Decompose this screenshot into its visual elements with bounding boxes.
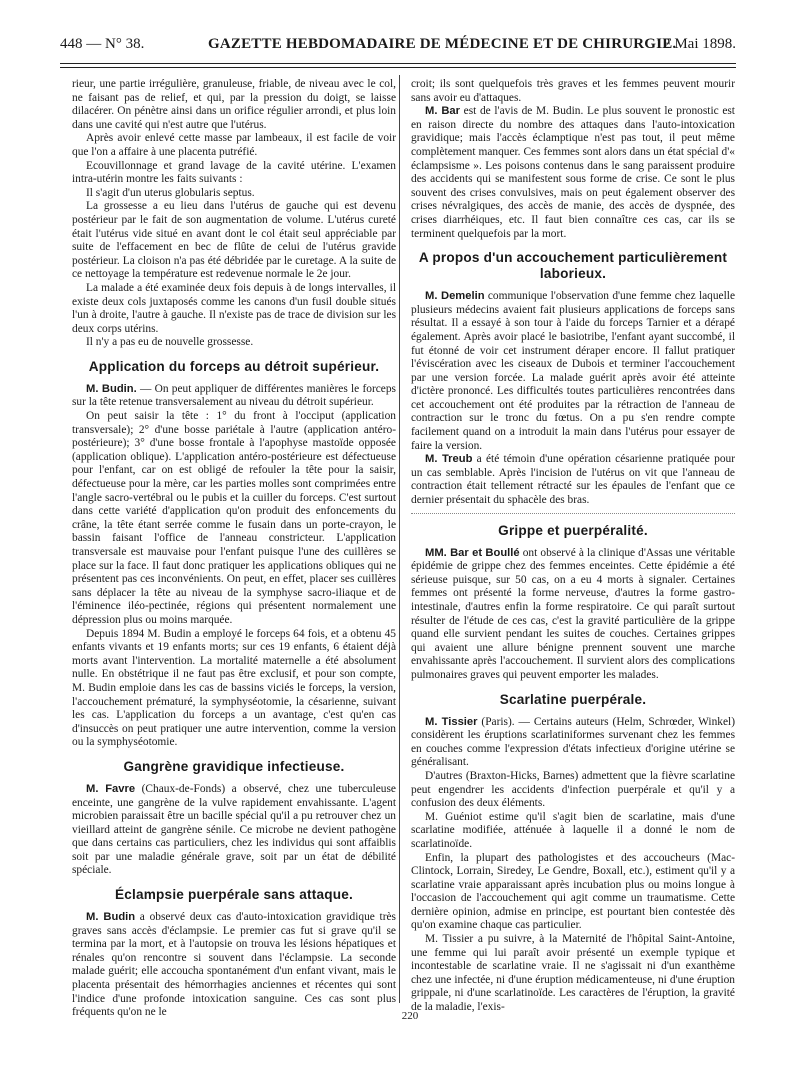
paragraph: M. Tissier a pu suivre, à la Maternité de l'hôpital Saint-Antoine, une femme qui lui paraît avoir présenté un exemple typique et incontestable de scarlatine vraie. Il ne s'agissait ni d'un exanthème chez une infectée, ni d'une éruption médicamenteuse, ni d'une éruption grippale, ni d'une scarlatinoïde. Les caractères de l'éruption, la gravité de la maladie, l'exis-: [411, 933, 735, 1014]
paragraph: [411, 547, 735, 683]
paragraph: Depuis 1894 M. Budin a employé le forceps 64 fois, et a obtenu 45 enfants vivants et 19 enfants morts; sur ces 19 enfants, 6 étaient déjà morts avant l'intervention. La mortalité maternelle a été absolument nulle. En obstétrique il ne faut pas être exclusif, et pour son compte, M. Budin emploie dans les cas de bassins viciés le forceps, la version, l'accouchement prématuré, la symphyséotomie, la césarienne, suivant les cas. L'application du forceps a un avantage, c'est qu'en cas d'insuccès on peut pratiquer une autre intervention, comme la version ou la symphyséotomie.: [72, 627, 396, 749]
section-heading-scarlatine: Scarlatine puerpérale.: [499, 691, 647, 707]
paragraph: Enfin, la plupart des pathologistes et des accoucheurs (Mac-Clintock, Lorrain, Siredey, Le Gendre, Boxall, etc.), estiment qu'il y a scarlatine vraie apparaissant après incubation plus ou moins longue à l'occasion de l'accouchement qui agit comme un traumatisme. Cette dernière opinion, admise en principe, est pourtant bien contestée dès qu'on examine chaque cas particulier.: [411, 851, 735, 932]
journal-title: GAZETTE HEBDOMADAIRE DE MÉDECINE ET DE CHIRURGIE.: [208, 36, 677, 52]
paragraph: rieur, une partie irrégulière, granuleuse, friable, de niveau avec le col, ne faisant pas de relief, et qui, par la pression du doigt, se laisse dilacérer. On pénètre ainsi dans un orifice régulier arrondi, et plus loin dans une cavité qui n'est autre que l'utérus.: [72, 78, 396, 131]
header-rule-top: [60, 63, 736, 64]
author-name: M. Treub: [425, 453, 473, 466]
paragraph: [72, 911, 396, 1020]
author-name: MM. Bar et Boullé: [425, 546, 520, 559]
paragraph: Il s'agit d'un uterus globularis septus.: [86, 186, 255, 199]
section-heading-accouchement: A propos d'un accouchement particulièrement laborieux.: [418, 250, 728, 282]
paragraph-text: ont observé à la clinique d'Assas une véritable épidémie de grippe chez des femmes enceintes. Cette épidémie a été sérieuse puisque, sur 50 cas, on a eu 4 morts à signaler. Certaines femmes ont présenté la forme nerveuse, d'autres la forme gastro-intestinale, d'autres enfin la forme respiratoire. Ce qui paraît surtout résulter de l'étude de ces cas, c'est la gravité particulière de la grippe quand elle survient pendant les suites de couches. Certaines grippes qui avaient une allure bénigne prennent souvent une marche envahissante après l'accouchement. Il survient alors des complications pulmonaires graves qui peuvent emporter les malades.: [411, 546, 735, 681]
paragraph: On peut saisir la tête : 1° du front à l'occiput (application transversale); 2° d'une bosse pariétale à l'autre (application antéro-postérieure); 3° d'une bosse frontale à l'apophyse mastoïde opposée (application oblique). L'application antéro-postérieure est défectueuse pour l'enfant, car on est obligé de refouler la tête pour la saisir, défectueuse pour la mère, car les parties molles sont comprimées entre l'angle sacro-vertébral ou le pubis et la cuiller du forceps. C'est surtout dans cette variété d'application qu'on produit des enfoncements du crâne, la tête étant serrée comme le fusain dans un porte-crayon, le bassin faisant l'office de l'anneau constricteur. L'application transversale est mauvaise pour l'enfant puisque l'une des cuillères se place sur la face. Il faut donc pratiquer les applications obliques qui ne présentent pas ces inconvénients. On peut, en effet, placer ses cuillères sans déplacer la tête au niveau de la symphyse sacro-iliaque et de l'éminence iléo-pectinée, régions qui présentent normalement une dépression plus ou moins marquée.: [72, 410, 396, 626]
paragraph-text: (Chaux-de-Fonds) a observé, chez une tuberculeuse enceinte, une gangrène de la vulve rapidement envahissante. L'agent microbien paraissait être un bacille spécial qu'il a pu retrouver chez un vieillard atteint de gangrène sénile. Ce microbe ne devient pathogène que dans certains cas particuliers, chez les individus qui sont affaiblis soit par une maladie générale grave, soit par un état de débilité spéciale.: [72, 782, 396, 877]
paragraph: [411, 105, 735, 241]
page-header: [60, 36, 736, 60]
left-column: [72, 78, 396, 1020]
paragraph: Après avoir enlevé cette masse par lambeaux, il est facile de voir que l'on a affaire à une placenta putréfié.: [72, 132, 396, 158]
paragraph: D'autres (Braxton-Hicks, Barnes) admettent que la fièvre scarlatine peut engendrer les accidents d'infection puerpérale et qu'il y a confusion des deux éléments.: [411, 769, 735, 810]
author-name: M. Bar: [425, 105, 460, 118]
paragraph-text: a été témoin d'une opération césarienne pratiquée pour un cas semblable. Après l'incision de l'utérus on vit que l'anneau de contraction était tellement rétracté sur les épaules de l'enfant que ce dernier présentait du sphacèle des bras.: [411, 453, 735, 507]
page-issue-number: 448 — N° 38.: [60, 36, 145, 52]
author-name: M. Tissier: [425, 715, 478, 728]
author-name: M. Favre: [86, 782, 136, 795]
paragraph: [411, 290, 735, 453]
paragraph-text: (Paris). — Certains auteurs (Helm, Schrœder, Winkel) considèrent les éruptions scarlatiniformes survenant chez les femmes en couches comme l'expression d'états infectieux d'origine utérine se généralisant.: [411, 715, 735, 769]
paragraph-text: — On peut appliquer de différentes manières le forceps sur la tête retenue transversalement au niveau du détroit supérieur.: [72, 382, 396, 409]
paragraph: La grossesse a eu lieu dans l'utérus de gauche qui est devenu postérieur par le fait de son augmentation de volume. L'utérus cureté était l'utérus vide situé en avant dont le col était seul appréciable par suite de l'effacement en bec de flûte de celui de l'utérus gravide postérieur. La cloison n'a pas été débridée par le curetage. A la suite de ce nettoyage la température est redevenue normale le 2e jour.: [72, 200, 396, 281]
right-column: [411, 78, 735, 1015]
header-rule-bottom: [60, 67, 736, 68]
section-heading-gangrene: Gangrène gravidique infectieuse.: [123, 758, 345, 774]
section-heading-grippe: Grippe et puerpéralité.: [498, 522, 648, 538]
section-heading-eclampsie: Éclampsie puerpérale sans attaque.: [115, 887, 353, 903]
paragraph-text: est de l'avis de M. Budin. Le plus souvent le pronostic est en raison directe du nombre des attaques dans l'auto-intoxication gravidique; mais l'accès éclamptique n'est pas tout, il peut même complètement manquer. Ces femmes sont alors dans un état spécial d'« éclampsisme ». Les poisons contenus dans le sang paraissent produire des accidents qui se manifestent sous forme de crise. Ce sont le plus souvent des crises convulsives, mais on peut également observer des crises névralgiques, des accès de manie, des accès de dyspnée, des crises diarrhéiques, etc. Il faut bien connaître ces cas, car ils se terminent quelquefois par la mort.: [411, 105, 735, 240]
paragraph: [72, 783, 396, 878]
paragraph-text: communique l'observation d'une femme chez laquelle plusieurs médecins avaient fait plusieurs applications de forceps sans résultat. Il a essayé à son tour à l'aide du forceps Tarnier et a dérapé également. Après avoir placé le basiotribe, l'enfant ayant succombé, il fut étonné de voir cet instrument déraper encore. Il fallut pratiquer l'éviscération avec les ciseaux de Dubois et terminer l'accouchement par une version forcée. La malade guérit après avoir été atteinte d'ictère prononcé. Les difficultés toutes particulières rencontrées dans cet accouchement ont été produites par la rétraction de l'anneau de contraction sur le tronc du fœtus. On a pu s'en rendre compte facilement quand on a introduit la main dans l'utérus pour essayer de faire la version.: [411, 290, 735, 452]
paragraph: La malade a été examinée deux fois depuis à de longs intervalles, il existe deux cols juxtaposés comme les canons d'un fusil double situés l'un à droite, l'autre à gauche. Il n'existe pas de trace de division sur les deux corps utérins.: [72, 281, 396, 335]
author-name: M. Demelin: [425, 290, 485, 303]
issue-date: 12 Mai 1898.: [655, 36, 736, 52]
paragraph: M. Guéniot estime qu'il s'agit bien de scarlatine, mais d'une scarlatine modifiée, atténuée à laquelle il a donné le nom de scarlatinoïde.: [411, 810, 735, 850]
column-divider: [399, 75, 400, 1003]
section-separator: [411, 513, 735, 514]
author-name: M. Budin: [86, 911, 136, 924]
paragraph: [411, 716, 735, 770]
paragraph: croit; ils sont quelquefois très graves et les femmes peuvent mourir sans avoir eu d'attaques.: [411, 78, 735, 104]
paragraph: [411, 453, 735, 507]
page-number: 220: [401, 1010, 419, 1022]
section-heading-forceps: Application du forceps au détroit supérieur.: [88, 358, 380, 374]
paragraph: Ecouvillonnage et grand lavage de la cavité utérine. L'examen intra-utérin montre les faits suivants :: [72, 159, 396, 186]
author-name: M. Budin.: [86, 382, 137, 395]
paragraph-text: a observé deux cas d'auto-intoxication gravidique très graves sans accès d'éclampsie. Le premier cas fut si grave qu'il se termina par la mort, et à l'autopsie on trouva les lésions hépatiques et rénales qu'on rencontre si souvent dans l'éclampsie. La seconde malade guérit; elle accoucha spontanément d'un enfant vivant, mais le placenta présentait des hémorrhagies anciennes et récentes qui sont l'indice d'une profonde intoxication sanguine. Ces cas sont plus fréquents qu'on ne le: [72, 911, 396, 1019]
paragraph: [72, 383, 396, 410]
paragraph: Il n'y a pas eu de nouvelle grossesse.: [86, 336, 254, 349]
